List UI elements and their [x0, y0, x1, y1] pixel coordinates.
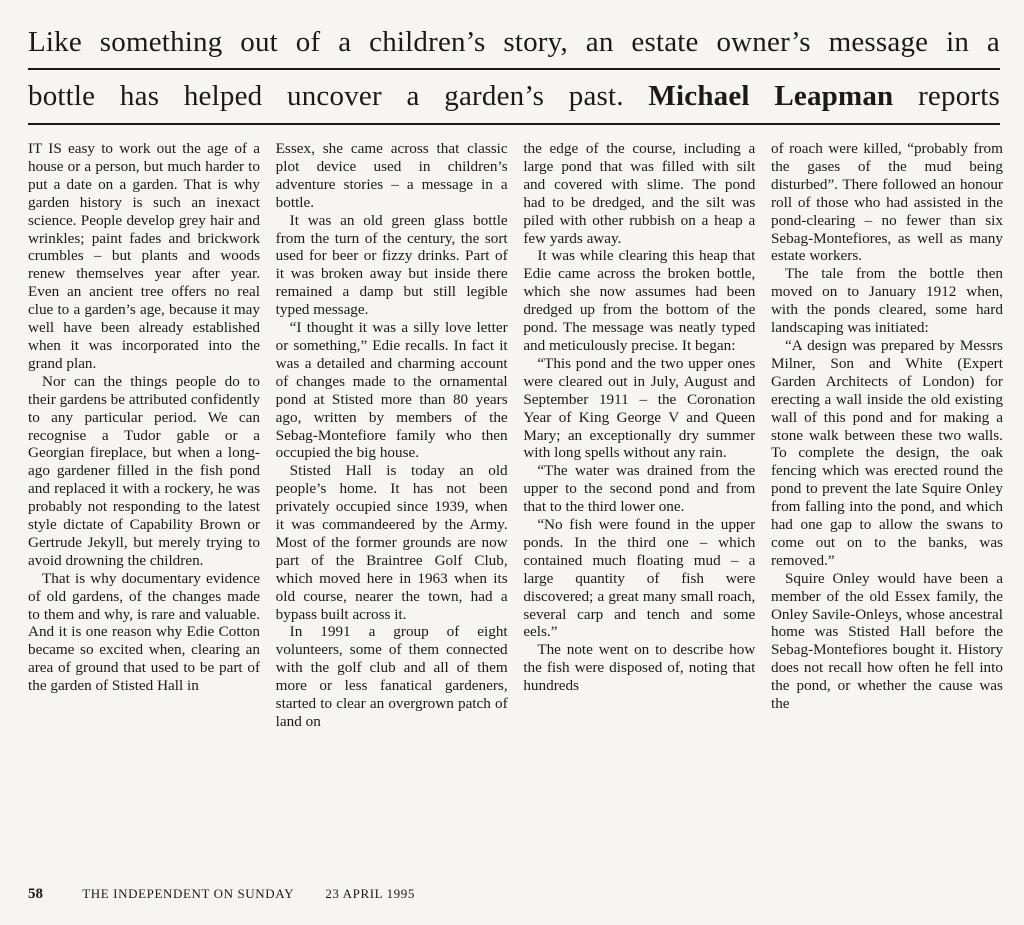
paragraph: “The water was drained from the upper to the second pond and from that to the third lower one. — [523, 462, 756, 516]
paragraph: The note went on to describe how the fish were disposed of, noting that hundreds — [523, 641, 756, 695]
paragraph: Stisted Hall is today an old people’s home. It has not been privately occupied since 1939, when it was commandeered by the Army. Most of the former grounds are now part of the Braintree Golf Club, which moved here in 1963 when its old course, nearer the town, had a bypass built across it. — [275, 462, 508, 623]
page-number: 58 — [28, 886, 43, 902]
publication-name: THE INDEPENDENT ON SUNDAY — [82, 886, 295, 901]
paragraph: It was while clearing this heap that Edie came across the broken bottle, which she now assumes had been dredged up from the bottom of the pond. The message was neatly typed and meticulously precise. It began: — [523, 247, 756, 354]
page-footer — [28, 884, 628, 904]
article-body — [28, 140, 1003, 860]
paragraph: “This pond and the two upper ones were cleared out in July, August and September 1911 – the Coronation Year of King George V and Queen Mary; an exceptionally dry summer with long spells without any rain. — [523, 354, 756, 462]
paragraph: It was an old green glass bottle from the turn of the century, the sort used for beer or fizzy drinks. Part of it was broken away but inside there remained a damp but still legible typed message. — [275, 211, 508, 319]
headline-bottom-rule — [28, 123, 1000, 125]
paragraph: Nor can the things people do to their gardens be attributed confidently to any particular period. We can recognise a Tudor gable or a Georgian fireplace, but when a long-ago gardener filled in the fish pond and replaced it with a rockery, he was probably not responding to the latest style dictate of Capability Brown or Gertrude Jekyll, but merely trying to avoid drowning the children. — [28, 372, 260, 569]
paragraph: “No fish were found in the upper ponds. In the third one – which contained much floating mud – a large quantity of fish were discovered; a great many small roach, several carp and tench and some eels.” — [523, 516, 756, 641]
article-column-2 — [276, 140, 508, 860]
byline-author: Michael Leapman — [648, 80, 894, 112]
paragraph: Squire Onley would have been a member of the old Essex family, the Onley Savile-Onleys, whose ancestral home was Stisted Hall before the Sebag-Montefiores bought it. History does not recall how often he fell into the pond, or whether the cause was the — [770, 569, 1003, 713]
paragraph: the edge of the course, including a large pond that was filled with silt and covered with slime. The pond had to be dredged, and the silt was piled with other rubbish on a heap a few yards away. — [523, 140, 756, 247]
byline-suffix: reports — [918, 80, 1001, 112]
paragraph: IT IS easy to work out the age of a house or a person, but much harder to put a date on a garden. That is why garden history is such an inexact science. People develop grey hair and wrinkles; paint fades and brickwork crumbles – but plants and woods renew themselves year after year. Even an ancient tree offers no real clue to a garden’s age, because it may well have been already established when it was incorporated into the grand plan. — [28, 140, 260, 372]
article-column-3 — [523, 140, 755, 860]
headline-line-1: Like something out of a children’s story, an estate owner’s message in a — [28, 26, 1000, 58]
publication-date: 23 APRIL 1995 — [325, 886, 415, 901]
article-column-4 — [771, 140, 1003, 860]
headline-line-2 — [28, 79, 1000, 113]
paragraph: In 1991 a group of eight volunteers, some of them connected with the golf club and all of them more or less fanatical gardeners, started to clear an overgrown patch of land on — [275, 623, 508, 730]
headline-divider — [28, 68, 1000, 70]
paragraph: Essex, she came across that classic plot device used in children’s adventure stories – a message in a bottle. — [275, 140, 508, 211]
article-column-1 — [28, 140, 260, 860]
paragraph: “A design was prepared by Messrs Milner, Son and White (Expert Garden Architects of London) for erecting a wall inside the old existing wall of this pond and for making a stone walk between these two walls. To complete the design, the oak fencing which was erected round the pond to prevent the late Squire Onley from falling into the pond, and which had one gap to allow the swans to come out on to the banks, was removed.” — [770, 336, 1003, 569]
paragraph: of roach were killed, “probably from the gases of the mud being disturbed”. There followed an honour roll of those who had assisted in the pond-clearing – no fewer than six Sebag-Montefiores, as well as many estate workers. — [770, 140, 1003, 265]
paragraph: The tale from the bottle then moved on to January 1912 when, with the ponds cleared, some hard landscaping was initiated: — [770, 265, 1003, 337]
headline-text: bottle has helped uncover a garden’s past. — [28, 80, 624, 112]
paragraph: That is why documentary evidence of old gardens, of the changes made to them and why, is rare and valuable. And it is one reason why Edie Cotton became so excited when, clearing an area of ground that used to be part of the garden of Stisted Hall in — [28, 569, 260, 695]
paragraph: “I thought it was a silly love letter or something,” Edie recalls. In fact it was a detailed and charming account of changes made to the ornamental pond at Stisted more than 80 years ago, written by members of the Sebag-Montefiore family who then occupied the big house. — [275, 319, 508, 462]
